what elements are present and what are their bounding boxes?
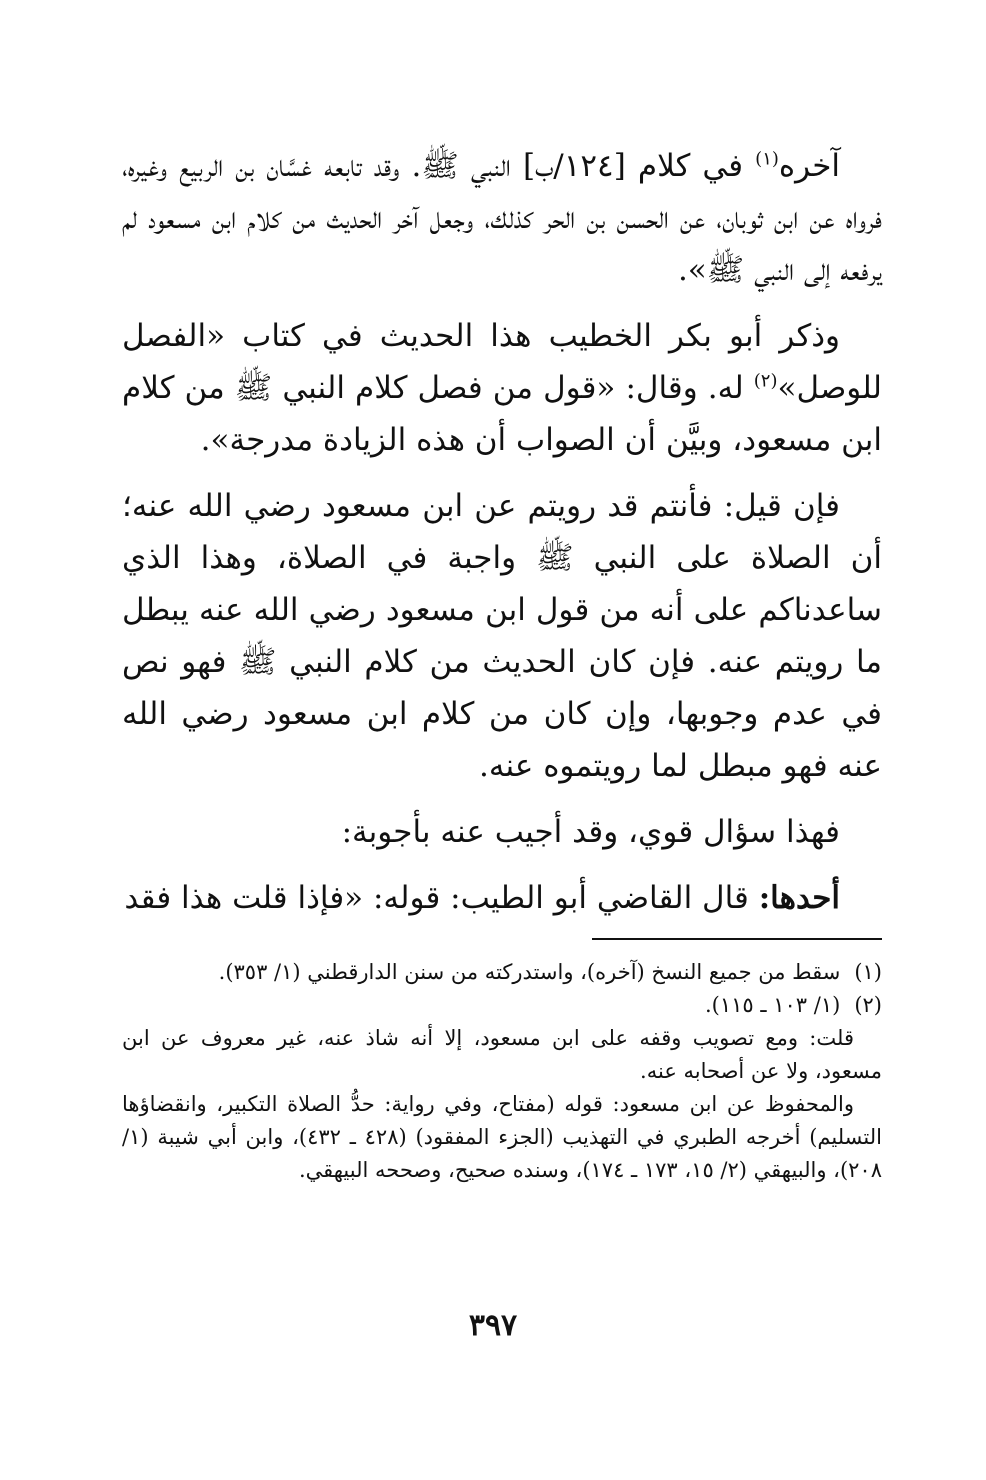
footnote-text: (١/ ١٠٣ ـ ١١٥).	[704, 993, 841, 1017]
paragraph-3: فإن قيل: فأنتم قد رويتم عن ابن مسعود رضي الله عنه؛ أن الصلاة على النبي ﷺ واجبة في الصلاة، وهذا الذي ساعدناكم على أنه من قول ابن مسعود رضي الله عنه يبطل ما رويتم عنه. فإن كان الحديث من كلام النبي ﷺ فهو نص في عدم وجوبها، وإن كان من كلام ابن مسعود رضي الله عنه فهو مبطل لما رويتموه عنه.	[122, 488, 882, 784]
footnote-note-2: والمحفوظ عن ابن مسعود: قوله (مفتاح، وفي رواية: حدُّ الصلاة التكبير، وانقضاؤها التسليم) أخرجه الطبري في التهذيب (الجزء المفقود) (٤٢٨ ـ ٤٣٢)، وابن أبي شيبة (١/ ٢٠٨)، والبيهقي (٢/ ١٥، ١٧٣ ـ ١٧٤)، وسنده صحيح، وصححه البيهقي.	[122, 1092, 882, 1182]
footnote-1	[122, 956, 882, 989]
footnote-number: (١)	[854, 960, 882, 984]
main-text	[122, 140, 882, 924]
footnotes	[122, 956, 882, 1187]
answer-heading: أحدها:	[758, 880, 840, 916]
footnote-number: (٢)	[854, 993, 882, 1017]
footnote-divider	[592, 938, 882, 940]
paragraph-5: أحدها: قال القاضي أبو الطيب: قوله: «فإذا قلت هذا فقد	[124, 880, 840, 916]
footnote-note-1: قلت: ومع تصويب وقفه على ابن مسعود، إلا أنه شاذ عنه، غير معروف عن ابن مسعود، ولا عن أصحابه عنه.	[122, 1026, 882, 1083]
page-number: ٣٩٧	[468, 1308, 518, 1343]
paragraph-1: آخره$^{(١)}$ في كلام [١٢٤/ب] النبي ﷺ. وقد تابعه غسَّان بن الربيع وغيره، فرواه عن ابن ثوبان، عن الحسن بن الحر كذلك، وجعل آخر الحديث من كلام ابن مسعود لم يرفعه إلى النبي ﷺ».	[122, 148, 882, 288]
footnote-ref-2[interactable]: (٢)	[753, 370, 778, 392]
footnote-ref-1[interactable]: (١)	[755, 148, 779, 170]
footnote-2	[122, 989, 882, 1022]
footnote-text: سقط من جميع النسخ (آخره)، واستدركته من سنن الدارقطني (١/ ٣٥٣).	[218, 960, 841, 984]
paragraph-2: وذكر أبو بكر الخطيب هذا الحديث في كتاب «الفصل للوصل»$^{(٢)}$ له. وقال: «قول من فصل كلام النبي ﷺ من كلام ابن مسعود، وبيَّن أن الصواب أن هذه الزيادة مدرجة».	[122, 318, 882, 458]
paragraph-4: فهذا سؤال قوي، وقد أجيب عنه بأجوبة:	[341, 814, 840, 850]
